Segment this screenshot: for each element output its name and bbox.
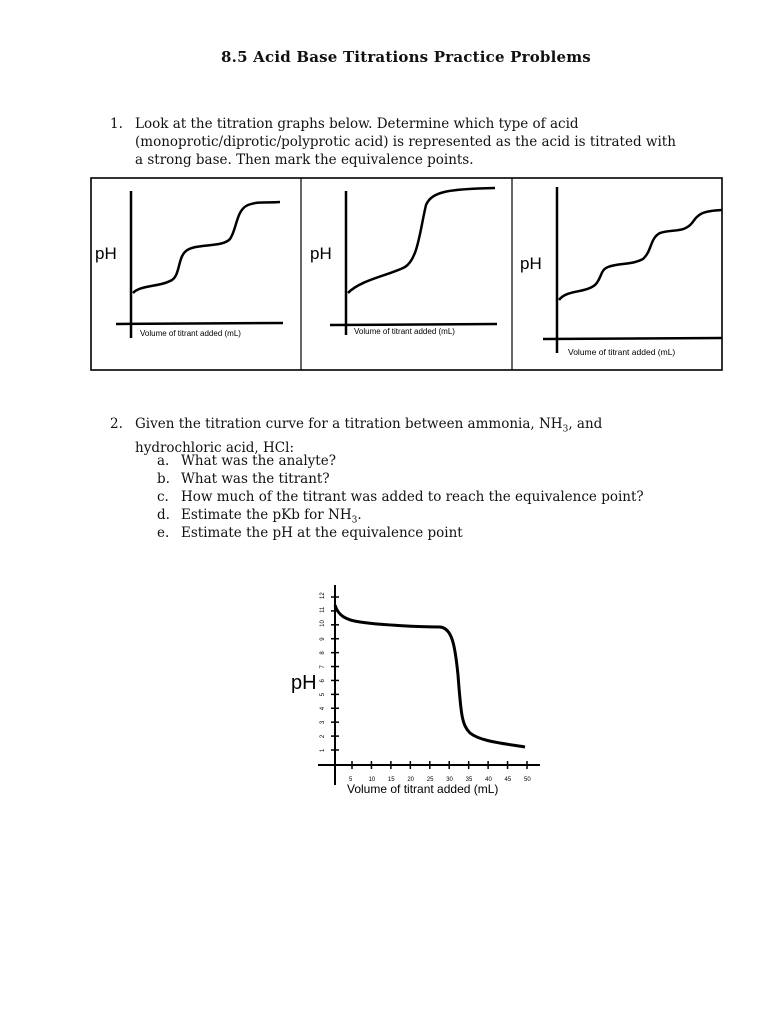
y-axis-label: pH [291,672,317,694]
x-tick-label: 10 [368,777,376,783]
x-tick-label: 50 [524,777,531,783]
question-2 [110,415,750,455]
question-line: a strong base. Then mark the equivalence points. [135,152,474,168]
subquestion-b: b. What was the titrant? [157,471,330,487]
subquestion-e: e. Estimate the pH at the equivalence point [157,525,463,541]
y-tick-label: 6 [320,679,326,683]
subquestion-d: d. Estimate the pKb for $NH_3$. [157,507,362,526]
table-border [91,178,722,370]
question-number: 1. [110,116,123,132]
y-tick-label: 9 [320,637,326,641]
subquestion-list [157,452,737,547]
titration-graphs-table [0,175,768,375]
question-line: Given the titration curve for a titration between ammonia, $NH_3$, and [135,416,603,435]
y-tick-label: 3 [320,720,326,725]
x-tick-label: 40 [485,777,492,783]
y-tick-label: 10 [320,620,326,627]
question-1 [110,115,750,175]
graph-3 [520,187,722,357]
x-tick-label: 30 [446,777,453,783]
y-ticks [320,592,339,752]
y-tick-label: 1 [320,748,326,752]
y-tick-label: 2 [320,734,326,739]
question-line: hydrochloric acid, HCl: [135,439,294,456]
y-tick-label: 12 [320,592,326,599]
y-tick-label: 7 [320,665,326,669]
question-line: (monoprotic/diprotic/polyprotic acid) is represented as the acid is titrated with [135,134,676,150]
question-number: 2. [110,416,123,432]
y-tick-label: 5 [320,693,326,697]
x-tick-label: 45 [504,777,512,783]
subquestion-a: a. What was the analyte? [157,453,336,469]
x-tick-label: 15 [387,777,395,783]
y-tick-label: 11 [320,606,326,613]
y-tick-label: 8 [320,651,326,655]
graph-2 [310,188,497,336]
x-tick-label: 25 [426,777,434,783]
y-axis-label: pH [520,254,542,273]
x-axis-label: Volume of titrant added (mL) [354,327,455,336]
titration-curve [335,605,525,747]
x-axis-label: Volume of titrant added (mL) [568,347,676,357]
x-axis-label: Volume of titrant added (mL) [347,782,499,796]
question-line: Look at the titration graphs below. Determine which type of acid [135,116,579,132]
x-tick-label: 5 [349,777,353,783]
x-tick-label: 20 [407,777,415,783]
page-title: 8.5 Acid Base Titrations Practice Problems [221,48,591,66]
graph-1 [95,191,283,338]
ammonia-titration-curve [0,575,768,805]
subquestion-c: c. How much of the titrant was added to reach the equivalence point? [157,489,644,505]
x-tick-label: 35 [465,777,473,783]
x-axis-label: Volume of titrant added (mL) [140,329,241,338]
y-axis-label: pH [310,244,332,263]
y-tick-label: 4 [320,706,326,711]
y-axis-label: pH [95,244,117,263]
